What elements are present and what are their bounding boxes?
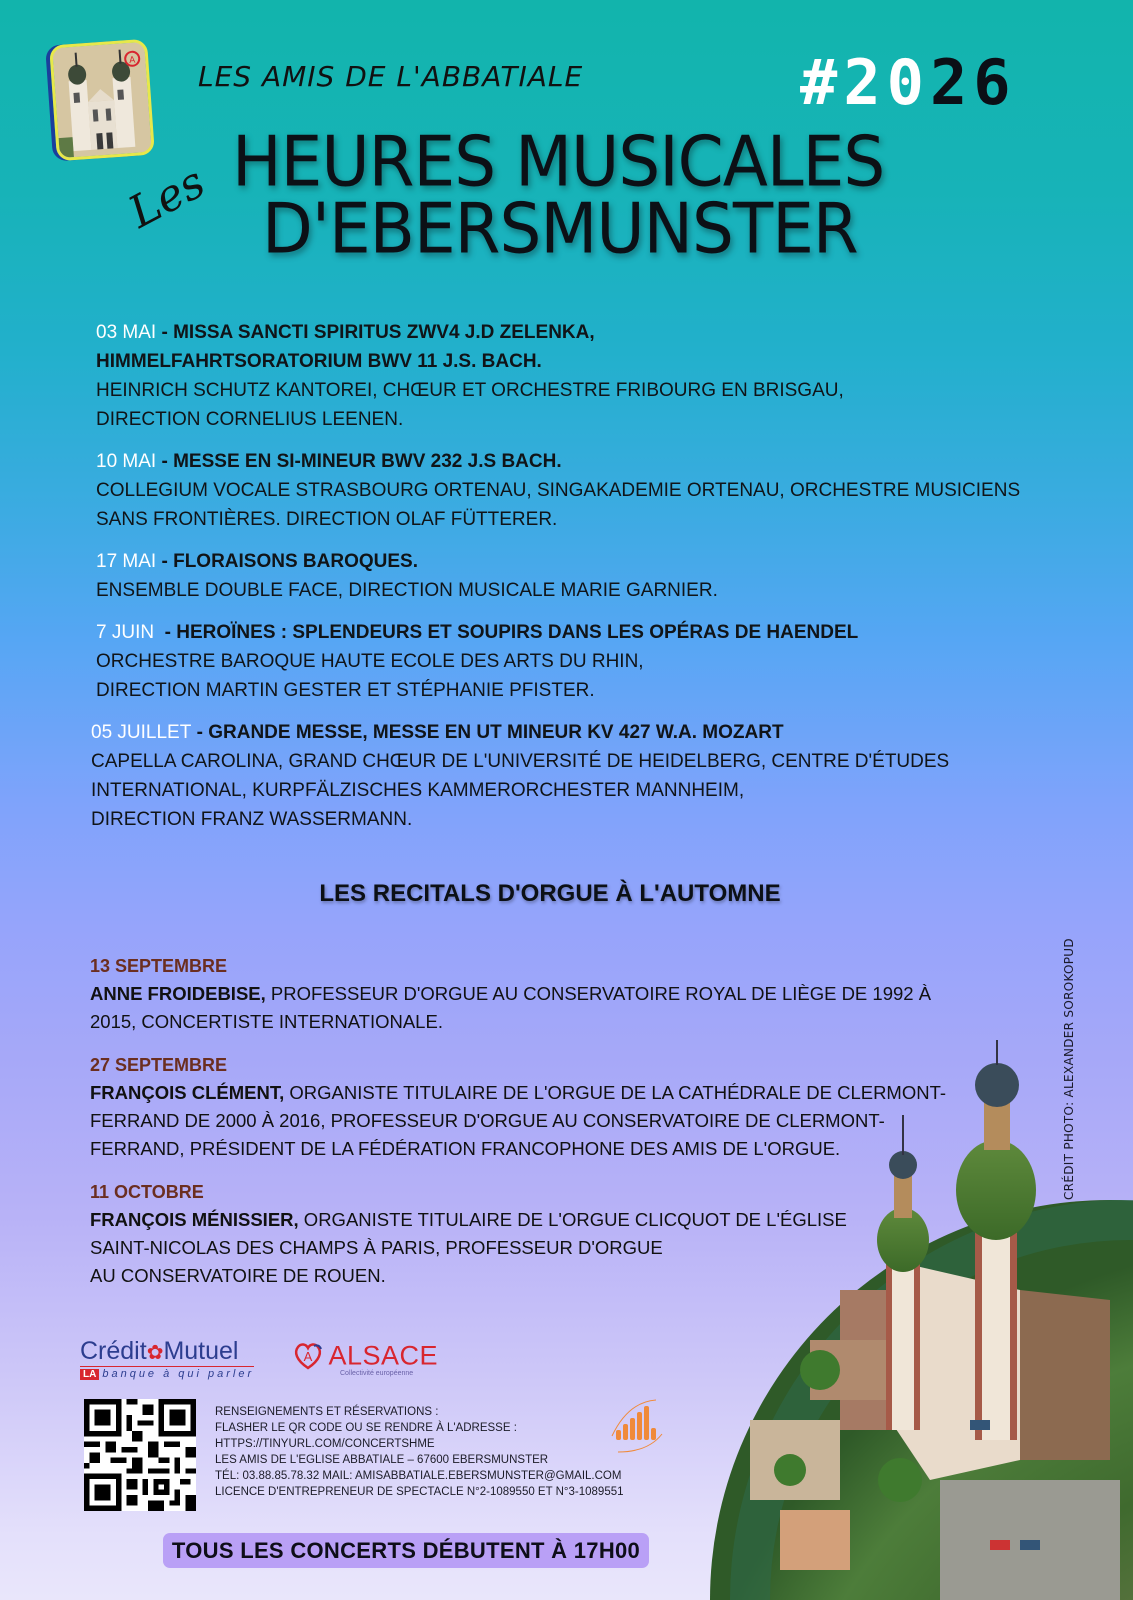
event-item: 03 MAI - MISSA SANCTI SPIRITUS ZWV4 J.D ZELENKA, HIMMELFAHRTSORATORIUM BWV 11 J.S. BACH. HEINRICH SCHUTZ KANTOREI, CHŒUR ET ORCHESTRE FRIBOURG EN BRISGAU, DIRECTION CORNELIUS LEENEN. bbox=[96, 318, 1076, 434]
event-date: 03 MAI bbox=[96, 322, 157, 343]
recital-description: FERRAND, PRÉSIDENT DE LA FÉDÉRATION FRANCOPHONE DES AMIS DE L'ORGUE. bbox=[90, 1138, 841, 1159]
year-label bbox=[800, 46, 1017, 119]
organ-pipes-icon bbox=[608, 1396, 666, 1456]
svg-text:A: A bbox=[128, 55, 136, 66]
recital-description: 2015, CONCERTISTE INTERNATIONALE. bbox=[90, 1011, 443, 1032]
contact-info: RENSEIGNEMENTS ET RÉSERVATIONS : FLASHER LE QR CODE OU SE RENDRE À L'ADRESSE : HTTPS://TINYURL.COM/CONCERTSHME LES AMIS DE L'EGLISE ABBATIALE – 67600 EBERSMUNSTER TÉL: 03.88.85.78.32 MAIL: AMISABBATIALE.EBERSMUNSTER@GMAIL.COM LICENCE D'ENTREPRENEUR DE SPECTACLE N°2-1089550 ET N°3-1089551 bbox=[215, 1406, 624, 1498]
alsace-heart-icon bbox=[292, 1340, 324, 1372]
event-performers: DIRECTION FRANZ WASSERMANN. bbox=[91, 809, 413, 830]
concert-list bbox=[91, 318, 1076, 847]
event-performers: DIRECTION MARTIN GESTER ET STÉPHANIE PFISTER. bbox=[96, 680, 595, 701]
event-item: 17 MAI - FLORAISONS BAROQUES. ENSEMBLE DOUBLE FACE, DIRECTION MUSICALE MARIE GARNIER. bbox=[96, 547, 1076, 605]
event-item: 10 MAI - MESSE EN SI-MINEUR BWV 232 J.S BACH. COLLEGIUM VOCALE STRASBOURG ORTENAU, SINGAKADEMIE ORTENAU, ORCHESTRE MUSICIENS SANS FRONTIÈRES. DIRECTION OLAF FÜTTERER. bbox=[96, 447, 1076, 534]
svg-text:A: A bbox=[303, 1349, 313, 1364]
event-item: 05 JUILLET - GRANDE MESSE, MESSE EN UT MINEUR KV 427 W.A. MOZART CAPELLA CAROLINA, GRAND CHŒUR DE L'UNIVERSITÉ DE HEIDELBERG, CENTRE D'ÉTUDES INTERNATIONAL, KURPFÄLZISCHES KAMMERORCHESTER MANNHEIM, DIRECTION FRANZ WASSERMANN. bbox=[91, 718, 1076, 834]
event-date: 7 JUIN bbox=[96, 622, 155, 643]
event-performers: COLLEGIUM VOCALE STRASBOURG ORTENAU, SINGAKADEMIE ORTENAU, ORCHESTRE MUSICIENS bbox=[96, 480, 1021, 501]
recital-date: 27 SEPTEMBRE bbox=[90, 1055, 228, 1075]
event-work: HEROÏNES : SPLENDEURS ET SOUPIRS DANS LES OPÉRAS DE HAENDEL bbox=[176, 622, 859, 643]
title-line-1: HEURES MUSICALES bbox=[232, 121, 885, 203]
year-suffix: 26 bbox=[929, 46, 1017, 119]
credit-mutuel-knot-icon: ✿ bbox=[146, 1342, 164, 1364]
event-performers: ENSEMBLE DOUBLE FACE, DIRECTION MUSICALE MARIE GARNIER. bbox=[96, 580, 718, 601]
event-work: HIMMELFAHRTSORATORIUM BWV 11 J.S. BACH. bbox=[96, 351, 542, 372]
event-item: 7 JUIN - HEROÏNES : SPLENDEURS ET SOUPIRS DANS LES OPÉRAS DE HAENDEL ORCHESTRE BAROQUE HAUTE ECOLE DES ARTS DU RHIN, DIRECTION MARTIN GESTER ET STÉPHANIE PFISTER. bbox=[96, 618, 1076, 705]
event-work: GRANDE MESSE, MESSE EN UT MINEUR KV 427 W.A. MOZART bbox=[208, 722, 784, 743]
event-performers: DIRECTION CORNELIUS LEENEN. bbox=[96, 409, 404, 430]
qr-code-icon[interactable] bbox=[84, 1399, 196, 1511]
abbey-photo bbox=[690, 1040, 1133, 1600]
phone-email[interactable]: TÉL: 03.88.85.78.32 MAIL: AMISABBATIALE.EBERSMUNSTER@GMAIL.COM bbox=[215, 1470, 622, 1482]
abbey-church-icon bbox=[49, 39, 155, 162]
recital-description: SAINT-NICOLAS DES CHAMPS À PARIS, PROFESSEUR D'ORGUE bbox=[90, 1237, 663, 1258]
recital-date: 11 OCTOBRE bbox=[90, 1182, 204, 1202]
event-performers: ORCHESTRE BAROQUE HAUTE ECOLE DES ARTS DU RHIN, bbox=[96, 651, 644, 672]
recitals-heading: LES RECITALS D'ORGUE À L'AUTOMNE bbox=[319, 880, 781, 907]
title-line-2: D'EBERSMUNSTER bbox=[262, 188, 858, 270]
start-time-banner: TOUS LES CONCERTS DÉBUTENT À 17H00 bbox=[163, 1533, 649, 1568]
event-work: MISSA SANCTI SPIRITUS ZWV4 J.D ZELENKA, bbox=[173, 322, 595, 343]
organization-name: LES AMIS DE L'ABBATIALE bbox=[198, 60, 584, 93]
event-performers: INTERNATIONAL, KURPFÄLZISCHES KAMMERORCHESTER MANNHEIM, bbox=[91, 780, 745, 801]
event-performers: SANS FRONTIÈRES. DIRECTION OLAF FÜTTERER. bbox=[96, 509, 558, 530]
recital-description: ORGANISTE TITULAIRE DE L'ORGUE DE LA CATHÉDRALE DE CLERMONT- bbox=[284, 1082, 947, 1103]
event-work: MESSE EN SI-MINEUR BWV 232 J.S BACH. bbox=[173, 451, 562, 472]
event-work: FLORAISONS BAROQUES. bbox=[173, 551, 418, 572]
recital-date: 13 SEPTEMBRE bbox=[90, 956, 228, 976]
recital-description: PROFESSEUR D'ORGUE AU CONSERVATOIRE ROYAL DE LIÈGE DE 1992 À bbox=[265, 983, 932, 1004]
year-prefix: #20 bbox=[800, 46, 930, 119]
event-performers: CAPELLA CAROLINA, GRAND CHŒUR DE L'UNIVERSITÉ DE HEIDELBERG, CENTRE D'ÉTUDES bbox=[91, 751, 950, 772]
alsace-logo: A ALSACE Collectivité européenne bbox=[292, 1340, 438, 1372]
recital-item bbox=[90, 953, 990, 1036]
event-date: 05 JUILLET bbox=[91, 722, 192, 743]
recital-description: FERRAND DE 2000 À 2016, PROFESSEUR D'ORGUE AU CONSERVATOIRE DE CLERMONT- bbox=[90, 1110, 885, 1131]
event-performers: HEINRICH SCHUTZ KANTOREI, CHŒUR ET ORCHESTRE FRIBOURG EN BRISGAU, bbox=[96, 380, 844, 401]
booking-link[interactable]: HTTPS://TINYURL.COM/CONCERTSHME bbox=[215, 1438, 435, 1450]
organist-name: FRANÇOIS CLÉMENT, bbox=[90, 1082, 285, 1103]
event-date: 10 MAI bbox=[96, 451, 157, 472]
poster-title bbox=[232, 121, 992, 270]
organist-name: FRANÇOIS MÉNISSIER, bbox=[90, 1209, 299, 1230]
organist-name: ANNE FROIDEBISE, bbox=[90, 983, 266, 1004]
title-prefix: Les bbox=[120, 156, 214, 239]
event-date: 17 MAI bbox=[96, 551, 157, 572]
recital-description: ORGANISTE TITULAIRE DE L'ORGUE CLICQUOT DE L'ÉGLISE bbox=[298, 1209, 847, 1230]
credit-mutuel-logo: Crédit✿Mutuel LA banque à qui parler bbox=[80, 1337, 255, 1380]
recital-description: AU CONSERVATOIRE DE ROUEN. bbox=[90, 1265, 386, 1286]
photo-credit: CRÉDIT PHOTO: ALEXANDER SOROKOPUD bbox=[1062, 938, 1076, 1200]
